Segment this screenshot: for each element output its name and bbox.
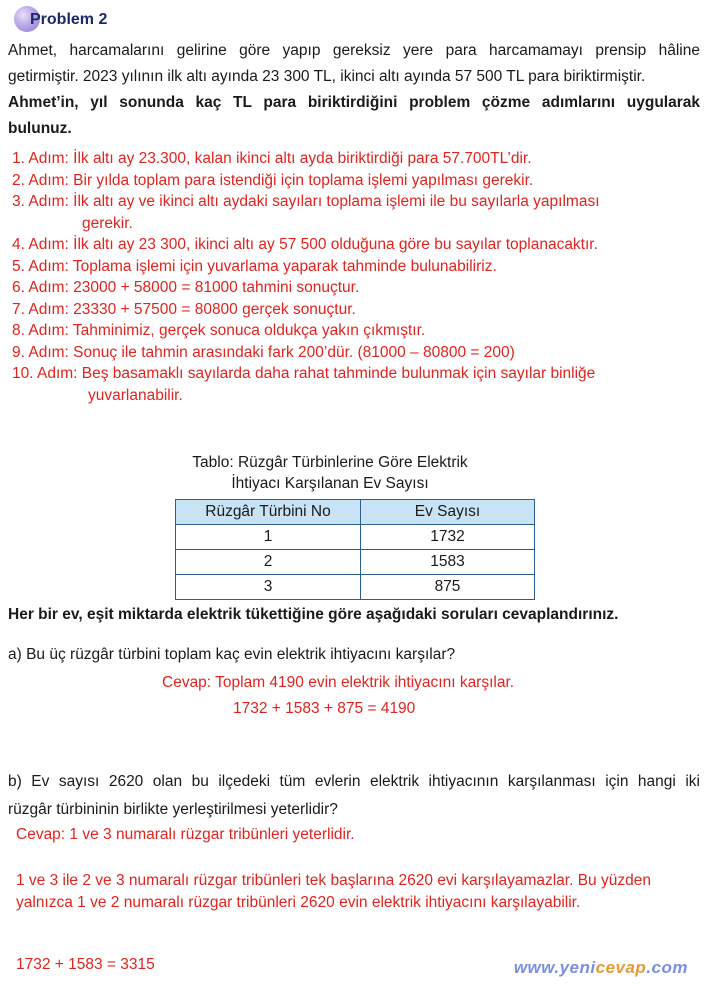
- answer-b-explanation: 1 ve 3 ile 2 ve 3 numaralı rüzgar tribünleri tek başlarına 2620 evi karşılayamazlar. Bu yüzden yalnızca 1 ve 2 numaralı rüzgar tribünleri 2620 evin elektrik ihtiyacını karşılayabilir.: [16, 872, 651, 911]
- step-10: 10. Adım: Beş basamaklı sayılarda daha rahat tahminde bulunmak için sayılar binliğe: [12, 365, 596, 382]
- solution-steps: [12, 148, 702, 406]
- watermark: [514, 958, 688, 978]
- table-cell-house-count: 1732: [361, 525, 535, 550]
- answer-a-calculation: 1732 + 1583 + 875 = 4190: [233, 700, 416, 717]
- step-2: 2. Adım: Bir yılda toplam para istendiği için toplama işlemi yapılması gerekir.: [12, 171, 534, 189]
- table-row: [176, 525, 535, 550]
- step-1: 1. Adım: İlk altı ay 23.300, kalan ikinci altı ayda biriktirdiği para 57.700TL’dir.: [12, 150, 532, 167]
- question-b-line2: rüzgâr türbininin birlikte yerleştirilmesi yeterlidir?: [8, 801, 338, 818]
- table-header-row: [176, 500, 535, 525]
- step-10-continued: yuvarlanabilir.: [88, 386, 183, 404]
- table-header-house-count: Ev Sayısı: [361, 500, 535, 525]
- instruction-text: Her bir ev, eşit miktarda elektrik tükettiğine göre aşağıdaki soruları cevaplandırınız.: [8, 606, 619, 623]
- step-8: 8. Adım: Tahminimiz, gerçek sonuca oldukça yakın çıkmıştır.: [12, 322, 426, 339]
- step-3: 3. Adım: İlk altı ay ve ikinci altı aydaki sayıları toplama işlemi ile bu sayılarla yapılması: [12, 193, 600, 210]
- table-caption-line1: Tablo: Rüzgâr Türbinlerine Göre Elektrik: [192, 454, 468, 471]
- wind-turbine-table: [175, 499, 535, 600]
- question-a: a) Bu üç rüzgâr türbini toplam kaç evin elektrik ihtiyacını karşılar?: [8, 646, 456, 663]
- watermark-suffix: .com: [646, 958, 688, 977]
- table-row: [176, 550, 535, 575]
- table-header-turbine-no: Rüzgâr Türbini No: [176, 500, 361, 525]
- table-cell-house-count: 875: [361, 575, 535, 600]
- watermark-brand-a: yeni: [559, 958, 596, 977]
- question-b-line1: b) Ev sayısı 2620 olan bu ilçedeki tüm evlerin elektrik ihtiyacının karşılanması için hangi iki: [8, 773, 700, 790]
- problem-badge: [14, 6, 107, 34]
- table-cell-turbine-no: 3: [176, 575, 361, 600]
- problem-text-line1: Ahmet, harcamalarını gelirine göre yapıp gereksiz yere para harcamamayı prensip hâline: [8, 42, 700, 59]
- table-caption: [150, 452, 510, 494]
- table-cell-turbine-no: 1: [176, 525, 361, 550]
- problem-question-line1: Ahmet’in, yıl sonunda kaç TL para biriktirdiğini problem çözme adımlarını uygularak: [8, 94, 700, 111]
- table-cell-house-count: 1583: [361, 550, 535, 575]
- watermark-brand-b: cevap: [595, 958, 647, 977]
- problem-title: Problem 2: [30, 11, 108, 28]
- step-6: 6. Adım: 23000 + 58000 = 81000 tahmini sonuçtur.: [12, 279, 360, 296]
- table-row: [176, 575, 535, 600]
- step-7: 7. Adım: 23330 + 57500 = 80800 gerçek sonuçtur.: [12, 300, 356, 318]
- problem-text-line2: getirmiştir. 2023 yılının ilk altı ayında 23 300 TL, ikinci altı ayında 57 500 TL para biriktirmiştir.: [8, 68, 646, 85]
- answer-b-calculation: 1732 + 1583 = 3315: [16, 956, 155, 973]
- problem-question-line2: bulunuz.: [8, 120, 72, 137]
- step-3-continued: gerekir.: [82, 214, 133, 232]
- step-4: 4. Adım: İlk altı ay 23 300, ikinci altı ay 57 500 olduğuna göre bu sayılar toplanacaktır.: [12, 236, 598, 253]
- watermark-prefix: www.: [513, 958, 560, 977]
- answer-b: Cevap: 1 ve 3 numaralı rüzgar tribünleri yeterlidir.: [16, 826, 355, 843]
- table-caption-line2: İhtiyacı Karşılanan Ev Sayısı: [231, 475, 429, 492]
- question-b: [8, 768, 700, 824]
- answer-a: Cevap: Toplam 4190 evin elektrik ihtiyacını karşılar.: [162, 674, 515, 691]
- step-5: 5. Adım: Toplama işlemi için yuvarlama yaparak tahminde bulunabiliriz.: [12, 257, 497, 275]
- step-9: 9. Adım: Sonuç ile tahmin arasındaki fark 200’dür. (81000 – 80800 = 200): [12, 343, 515, 361]
- table-cell-turbine-no: 2: [176, 550, 361, 575]
